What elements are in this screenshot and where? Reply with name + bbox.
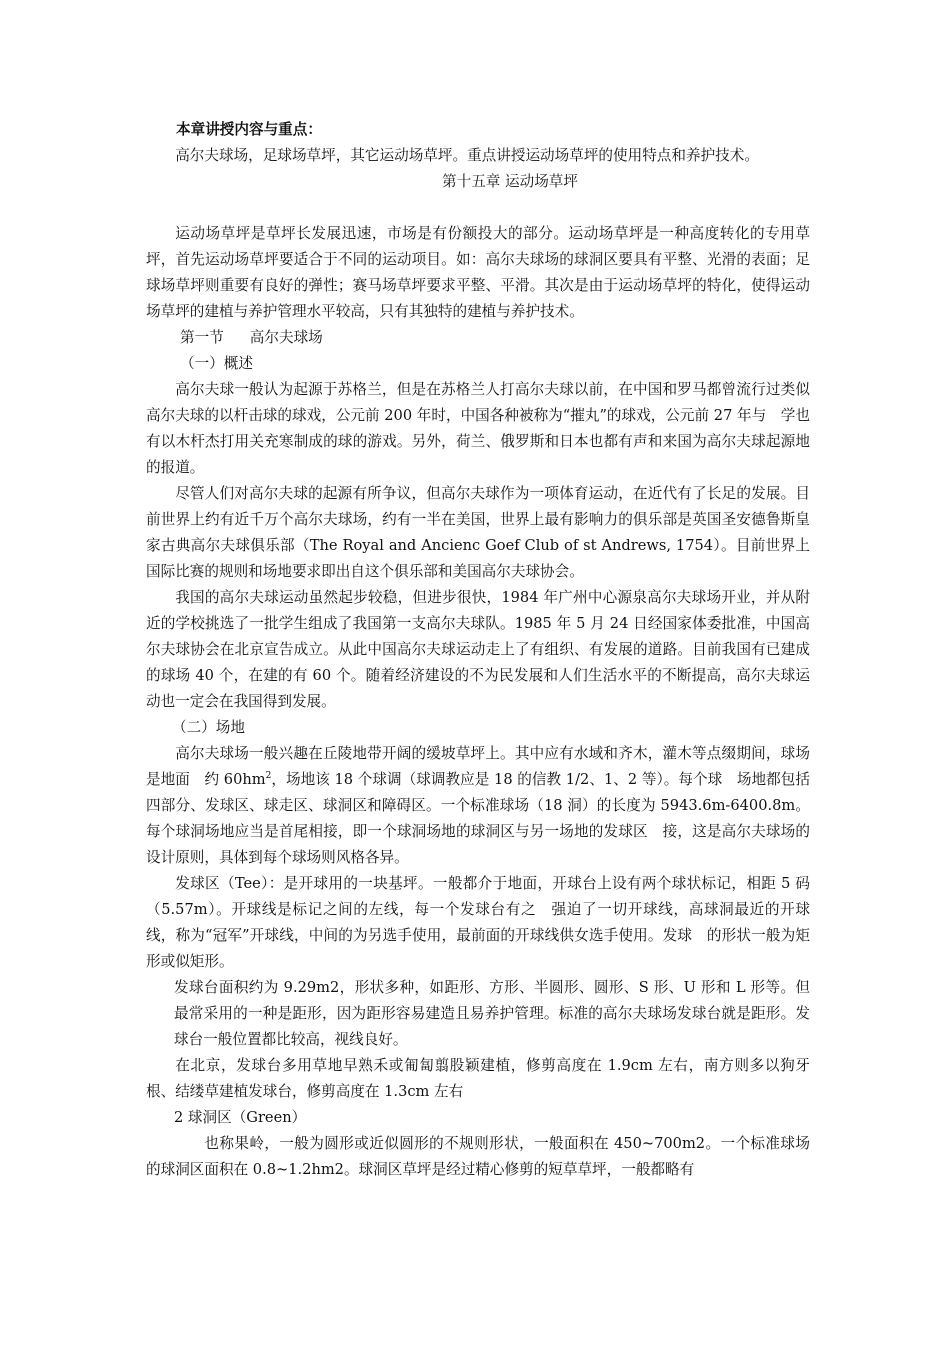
site-text-part-2: ，场地该 18 个球调（球调教应是 18 的信教 1/2、1、2 等）。每个球 场地都包括四部分、发球区、球走区、球洞区和障碍区。一个标准球场（18 洞）的长度为 5943.6m-6400.8m。每个球洞场地应当是首尾相接，即一个球洞场地的球洞区与另一场地的发球区 接，这是高尔夫球场的设计原则，具体到每个球场则风格各异。	[146, 771, 810, 866]
chapter-title: 第十五章 运动场草坪	[442, 173, 578, 190]
superscript-two: 2	[265, 771, 272, 782]
chapter-focus-title: 本章讲授内容与重点：	[176, 121, 322, 138]
beijing-paragraph: 在北京，发球台多用草地早熟禾或匍匐翦股颖建植，修剪高度在 1.9cm 左右，南方则多以狗牙根、结缕草建植发球台，修剪高度在 1.3cm 左右	[146, 1057, 810, 1100]
chapter-focus-text: 高尔夫球场，足球场草坪，其它运动场草坪。重点讲授运动场草坪的使用特点和养护技术。	[175, 147, 759, 164]
blank-line	[146, 195, 810, 221]
tee-area-paragraph: 发球台面积约为 9.29m2，形状多种，如距形、方形、半圆形、圆形、S 形、U 形和 L 形等。但最常采用的一种是距形，因为距形容易建造且易养护管理。标准的高尔夫球场发球台就是距形。发球台一般位置都比较高，视线良好。	[174, 979, 810, 1048]
intro-paragraph: 运动场草坪是草坪长发展迅速，市场是有份额投大的部分。运动场草坪是一种高度转化的专用草坪，首先运动场草坪要适合于不同的运动项目。如：高尔夫球场的球洞区要具有平整、光滑的表面；足球场草坪则重要有良好的弹性；赛马场草坪要求平整、平滑。其次是由于运动场草坪的特化，使得运动场草坪的建植与养护管理水平较高，只有其独特的建植与养护技术。	[146, 225, 810, 320]
section-name: 高尔夫球场	[249, 329, 323, 346]
tee-paragraph: 发球区（Tee）：是开球用的一块基坪。一般都介于地面，开球台上设有两个球状标记，相距 5 码（5.57m）。开球线是标记之间的左线，每一个发球台有之 强迫了一切开球线，高球洞最近的开球线，称为“冠军”开球线，中间的为另选手使用，最前面的开球线供女选手使用。发球 的形状一般为矩形或似矩形。	[146, 875, 810, 970]
overview-paragraph-2: 尽管人们对高尔夫球的起源有所争议，但高尔夫球作为一项体育运动，在近代有了长足的发展。目前世界上约有近千万个高尔夫球场，约有一半在美国，世界上最有影响力的俱乐部是英国圣安德鲁斯皇家古典高尔夫球俱乐部（The Royal and Ancienc Goef Club of st Andrews, 1754）。目前世界上国际比赛的规则和场地要求即出自这个俱乐部和美国高尔夫球协会。	[146, 485, 810, 580]
site-text-part-1: 高尔夫球场一般兴趣在丘陵地带开阔的缓坡草坪上。其中应有水域和齐木，灌木等点缀期间，球场是地面 约 60hm	[146, 745, 810, 788]
green-heading: 2 球洞区（Green）	[174, 1109, 307, 1126]
site-paragraph	[146, 741, 810, 871]
green-paragraph: 也称果岭，一般为圆形或近似圆形的不规则形状，一般面积在 450~700m2。一个标准球场的球洞区面积在 0.8~1.2hm2。球洞区草坪是经过精心修剪的短草草坪，一般都略有	[146, 1135, 810, 1178]
section-heading	[180, 325, 810, 351]
overview-heading: （一）概述	[180, 355, 253, 372]
overview-paragraph-3: 我国的高尔夫球运动虽然起步较稳，但进步很快，1984 年广州中心源泉高尔夫球场开业，并从附近的学校挑选了一批学生组成了我国第一支高尔夫球队。1985 年 5 月 24 日经国家体委批准，中国高尔夫球协会在北京宣告成立。从此中国高尔夫球运动走上了有组织、有发展的道路。目前我国有已建成的球场 40 个，在建的有 60 个。随着经济建设的不为民发展和人们生活水平的不断提高，高尔夫球运动也一定会在我国得到发展。	[146, 589, 810, 710]
section-number: 第一节	[180, 329, 224, 346]
site-heading: （二）场地	[172, 719, 245, 736]
overview-paragraph-1: 高尔夫球一般认为起源于苏格兰，但是在苏格兰人打高尔夫球以前，在中国和罗马都曾流行过类似高尔夫球的以杆击球的球戏，公元前 200 年时，中国各种被称为“摧丸”的球戏，公元前 27 年与 学也有以木杆杰打用关充寒制成的球的游戏。另外，荷兰、俄罗斯和日本也都有声和来国为高尔夫球起源地的报道。	[146, 381, 810, 476]
document-page	[146, 117, 810, 1183]
